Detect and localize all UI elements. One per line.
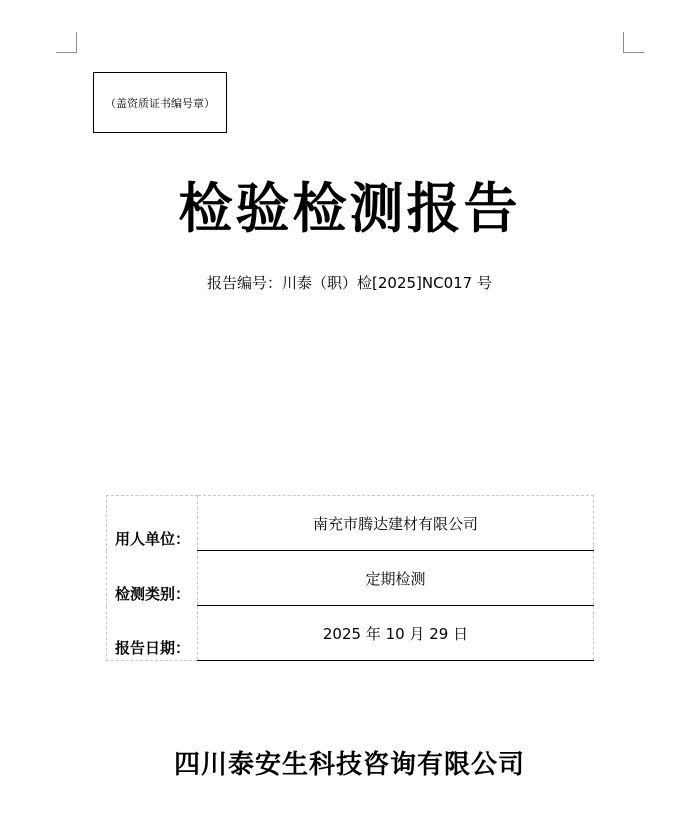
report-number-value: 川泰（职）检[2025]NC017 号 (282, 274, 492, 292)
table-row (107, 551, 594, 606)
crop-mark-top-right (623, 32, 644, 53)
report-number-label: 报告编号： (207, 274, 283, 292)
test-category-label: 检测类别： (107, 551, 198, 606)
table-row (107, 496, 594, 551)
report-date-label: 报告日期： (107, 606, 198, 661)
report-date-value: 2025 年 10 月 29 日 (198, 606, 594, 661)
crop-mark-top-left (56, 32, 77, 53)
report-title: 检验检测报告 (178, 176, 521, 240)
report-number (0, 272, 699, 293)
report-info-table (106, 495, 594, 661)
employer-label: 用人单位： (107, 496, 198, 551)
table-row (107, 606, 594, 661)
stamp-box-text: （盖资质证书编号章） (105, 96, 215, 110)
qualification-stamp-box (93, 72, 227, 133)
test-category-value: 定期检测 (198, 551, 594, 606)
issuing-company-name: 四川泰安生科技咨询有限公司 (173, 750, 525, 780)
employer-value: 南充市腾达建材有限公司 (198, 496, 594, 551)
